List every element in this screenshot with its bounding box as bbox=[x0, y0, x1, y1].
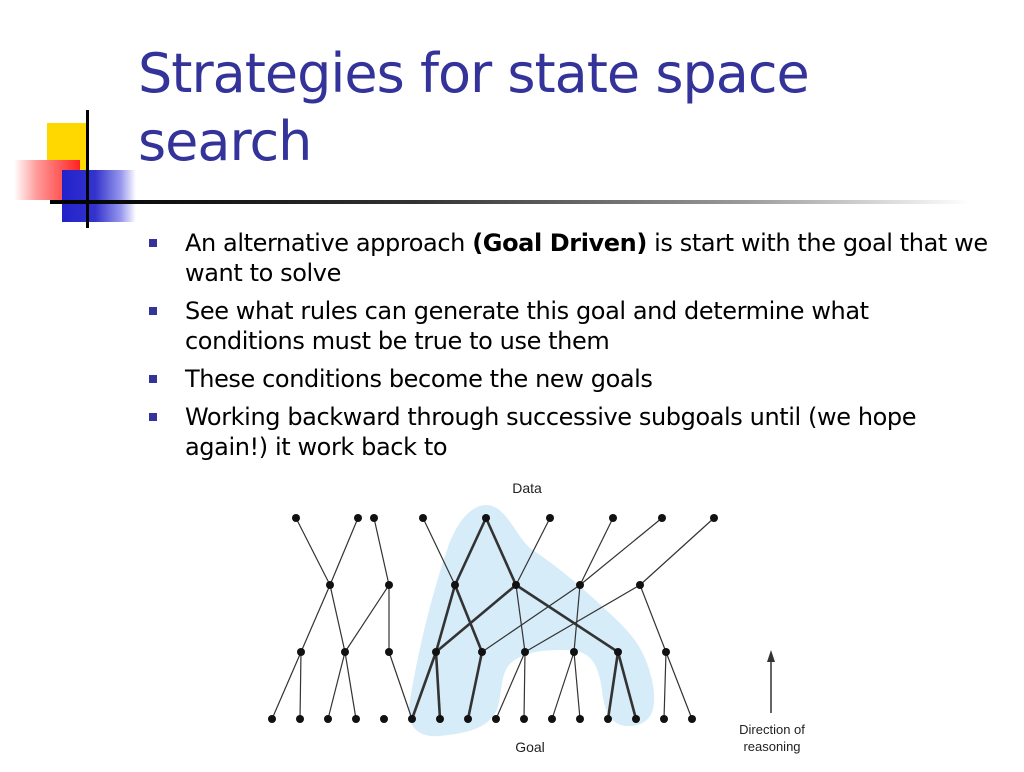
tree-node bbox=[341, 648, 349, 656]
tree-edge bbox=[330, 518, 358, 585]
tree-edge bbox=[640, 585, 666, 652]
bullet-text: An alternative approach bbox=[185, 229, 473, 257]
tree-node bbox=[296, 715, 304, 723]
tree-node bbox=[464, 715, 472, 723]
tree-node bbox=[546, 514, 554, 522]
tree-node bbox=[710, 514, 718, 522]
tree-node bbox=[614, 648, 622, 656]
tree-node bbox=[576, 581, 584, 589]
bullet-square-icon bbox=[149, 239, 157, 247]
tree-node bbox=[354, 514, 362, 522]
tree-node bbox=[688, 715, 696, 723]
bullet-square-icon bbox=[149, 307, 157, 315]
tree-node bbox=[636, 581, 644, 589]
bullet-bold-text: (Goal Driven) bbox=[472, 229, 647, 257]
tree-node bbox=[609, 514, 617, 522]
tree-node bbox=[352, 715, 360, 723]
bullet-item bbox=[145, 364, 995, 394]
tree-node bbox=[324, 715, 332, 723]
tree-edge bbox=[345, 652, 356, 719]
search-tree-figure bbox=[262, 474, 822, 768]
arrow-head-icon bbox=[767, 650, 775, 662]
tree-edge bbox=[296, 518, 330, 585]
tree-edge bbox=[328, 652, 345, 719]
tree-node bbox=[408, 715, 416, 723]
goal-label: Goal bbox=[515, 739, 545, 755]
bullet-square-icon bbox=[149, 413, 157, 421]
tree-node bbox=[482, 514, 490, 522]
tree-node bbox=[548, 715, 556, 723]
title-divider bbox=[50, 200, 970, 204]
tree-node bbox=[370, 514, 378, 522]
tree-node bbox=[297, 648, 305, 656]
tree-edge bbox=[640, 518, 714, 585]
tree-node bbox=[380, 715, 388, 723]
bullet-square-icon bbox=[149, 375, 157, 383]
tree-node bbox=[512, 581, 520, 589]
tree-edge bbox=[300, 652, 301, 719]
tree-edge bbox=[574, 652, 580, 719]
tree-node bbox=[432, 648, 440, 656]
bullet-text: Working backward through successive subgoals until (we hope again!) it work back to bbox=[185, 403, 917, 461]
direction-label-line-1: Direction of bbox=[739, 722, 805, 737]
tree-node bbox=[326, 581, 334, 589]
tree-node bbox=[662, 648, 670, 656]
tree-node bbox=[478, 648, 486, 656]
tree-edge bbox=[389, 652, 412, 719]
tree-node bbox=[658, 514, 666, 522]
bullet-item bbox=[145, 402, 995, 462]
tree-edge bbox=[524, 652, 525, 719]
tree-edge bbox=[374, 518, 389, 585]
tree-node bbox=[385, 648, 393, 656]
tree-edge bbox=[301, 585, 330, 652]
tree-node bbox=[570, 648, 578, 656]
data-label: Data bbox=[512, 480, 542, 496]
tree-node bbox=[436, 715, 444, 723]
bullet-list bbox=[145, 228, 995, 470]
bullet-text: See what rules can generate this goal and determine what conditions must be true to use them bbox=[185, 297, 869, 355]
tree-node bbox=[268, 715, 276, 723]
tree-edge bbox=[580, 518, 662, 585]
bullet-item bbox=[145, 228, 995, 288]
search-tree-diagram bbox=[262, 474, 822, 768]
tree-node bbox=[632, 715, 640, 723]
deco-vertical-line bbox=[86, 110, 89, 228]
tree-edge bbox=[345, 585, 389, 652]
tree-node bbox=[419, 514, 427, 522]
tree-node bbox=[385, 581, 393, 589]
slide-title: Strategies for state space search bbox=[138, 42, 809, 173]
bullet-item bbox=[145, 296, 995, 356]
tree-node bbox=[492, 715, 500, 723]
tree-edge bbox=[666, 652, 692, 719]
tree-node bbox=[604, 715, 612, 723]
tree-edge bbox=[664, 652, 666, 719]
tree-node bbox=[520, 715, 528, 723]
tree-edge bbox=[272, 652, 301, 719]
deco-blue-square bbox=[62, 170, 136, 222]
direction-label-line-2: reasoning bbox=[743, 739, 801, 754]
tree-node bbox=[576, 715, 584, 723]
tree-node bbox=[292, 514, 300, 522]
tree-node bbox=[451, 581, 459, 589]
bullet-text: is start with the goal that we want to solve bbox=[185, 229, 988, 287]
bullet-text: These conditions become the new goals bbox=[185, 365, 653, 393]
tree-node bbox=[521, 648, 529, 656]
tree-edge bbox=[330, 585, 345, 652]
tree-edge bbox=[552, 652, 574, 719]
tree-node bbox=[660, 715, 668, 723]
tree-edge bbox=[580, 518, 613, 585]
